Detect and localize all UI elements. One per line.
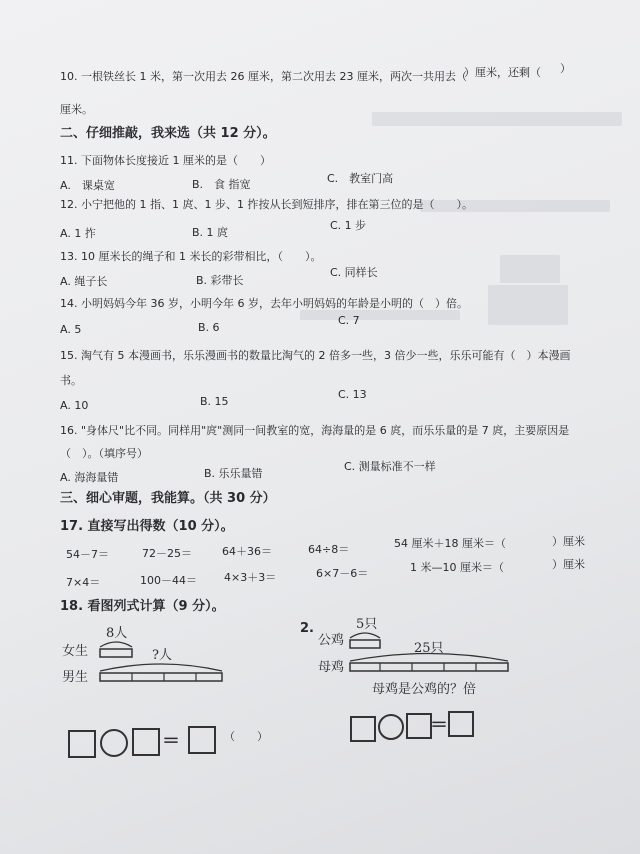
equals-sign: ＝ [430, 715, 448, 736]
boys-label: 男生 [62, 670, 89, 685]
q17-item: ）厘米 [552, 535, 585, 548]
q14-option-c: C. 7 [338, 314, 360, 327]
answer-box[interactable] [350, 716, 376, 742]
q18-question: 母鸡是公鸡的？倍 [372, 682, 477, 697]
q18-title: 18. 看图列式计算（9 分）。 [60, 599, 225, 614]
section3-title: 三、细心审题，我能算。（共 30 分） [60, 491, 276, 506]
q17-title: 17. 直接写出得数（10 分）。 [60, 519, 234, 534]
hen-label: 母鸡 [318, 660, 345, 675]
answer-box[interactable] [188, 726, 216, 754]
q17-item: 7×4＝ [66, 576, 101, 589]
girls-count: 8人 [106, 626, 128, 641]
q11-option-c: C. 教室门高 [327, 172, 394, 185]
q13-option-b: B. 彩带长 [196, 274, 244, 287]
q15-text: 15. 淘气有 5 本漫画书，乐乐漫画书的数量比淘气的 2 倍多一些，3 倍少一些，乐乐可能有（ ）本漫画 [60, 349, 571, 362]
q11-option-a: A. 课桌宽 [60, 179, 115, 192]
q13-option-c: C. 同样长 [330, 266, 378, 279]
q14-option-a: A. 5 [60, 323, 82, 336]
operator-circle[interactable] [100, 729, 128, 757]
q10-line2: 厘米。 [60, 103, 93, 116]
answer-box[interactable] [448, 711, 474, 737]
q15-option-b: B. 15 [200, 395, 229, 408]
q16-option-a: A. 海海量错 [60, 471, 119, 484]
q12-option-b: B. 1 庹 [192, 226, 229, 239]
q17-item: 1 米—10 厘米＝（ [410, 561, 504, 574]
answer-box[interactable] [132, 728, 160, 756]
hen-count: 25只 [414, 641, 444, 656]
rooster-label: 公鸡 [318, 633, 345, 648]
q15-text-cont: 书。 [60, 374, 82, 387]
q10-line1: 10. 一根铁丝长 1 米，第一次用去 26 厘米，第二次用去 23 厘米，两次一共用去（ [60, 70, 467, 83]
q17-item: ）厘米 [552, 558, 585, 571]
q11-option-b: B. 食 指宽 [192, 178, 251, 191]
rooster-brace [350, 633, 380, 638]
boys-brace [100, 664, 222, 671]
q17-item: 54－7＝ [66, 548, 109, 561]
unit-paren[interactable]: （ ） [224, 730, 268, 743]
hen-bar [350, 663, 508, 671]
section2-title: 二、仔细推敲，我来选（共 12 分）。 [60, 126, 276, 141]
q17-item: 64＋36＝ [222, 545, 272, 558]
girls-brace [100, 642, 132, 647]
girls-label: 女生 [62, 644, 89, 659]
q17-item: 6×7－6＝ [316, 567, 369, 580]
boys-count: ?人 [152, 648, 172, 663]
girls-bar [100, 649, 132, 657]
q16-option-c: C. 测量标准不一样 [344, 460, 436, 473]
q12-text: 12. 小宁把他的 1 指、1 庹、1 步、1 拃按从长到短排序，排在第三位的是（ ）。 [60, 198, 473, 211]
q12-option-a: A. 1 拃 [60, 227, 96, 240]
q15-option-a: A. 10 [60, 399, 89, 412]
q14-option-b: B. 6 [198, 321, 220, 334]
answer-box[interactable] [68, 730, 96, 758]
q16-text: 16. "身体尺"比不同。同样用"庹"测同一间教室的宽，海海量的是 6 庹，而乐乐量的是 7 庹，主要原因是 [60, 424, 570, 437]
q14-text: 14. 小明妈妈今年 36 岁，小明今年 6 岁，去年小明妈妈的年龄是小明的（ ）倍。 [60, 297, 468, 310]
q13-text: 13. 10 厘米长的绳子和 1 米长的彩带相比，（ ）。 [60, 250, 322, 263]
q17-item: 64÷8＝ [308, 543, 350, 556]
q12-option-c: C. 1 步 [330, 219, 367, 232]
q18-part2-number: 2. [300, 621, 314, 636]
q17-item: 72－25＝ [142, 547, 192, 560]
q17-item: 54 厘米＋18 厘米＝（ [394, 537, 506, 550]
q10-line1c: ） [560, 62, 571, 75]
q15-option-c: C. 13 [338, 388, 367, 401]
equals-sign: ＝ [162, 731, 180, 752]
q17-item: 100－44＝ [140, 574, 197, 587]
answer-box[interactable] [406, 713, 432, 739]
operator-circle[interactable] [378, 714, 404, 740]
q10-line1b: ）厘米，还剩（ [464, 66, 541, 79]
q11-text: 11. 下面物体长度接近 1 厘米的是（ ） [60, 154, 271, 167]
q17-item: 4×3＋3＝ [224, 571, 277, 584]
q16-text-cont: （ ）。（填序号） [60, 447, 148, 460]
rooster-count: 5只 [356, 617, 378, 632]
q16-option-b: B. 乐乐量错 [204, 467, 263, 480]
boys-bar [100, 673, 222, 681]
q13-option-a: A. 绳子长 [60, 275, 108, 288]
rooster-bar [350, 640, 380, 648]
